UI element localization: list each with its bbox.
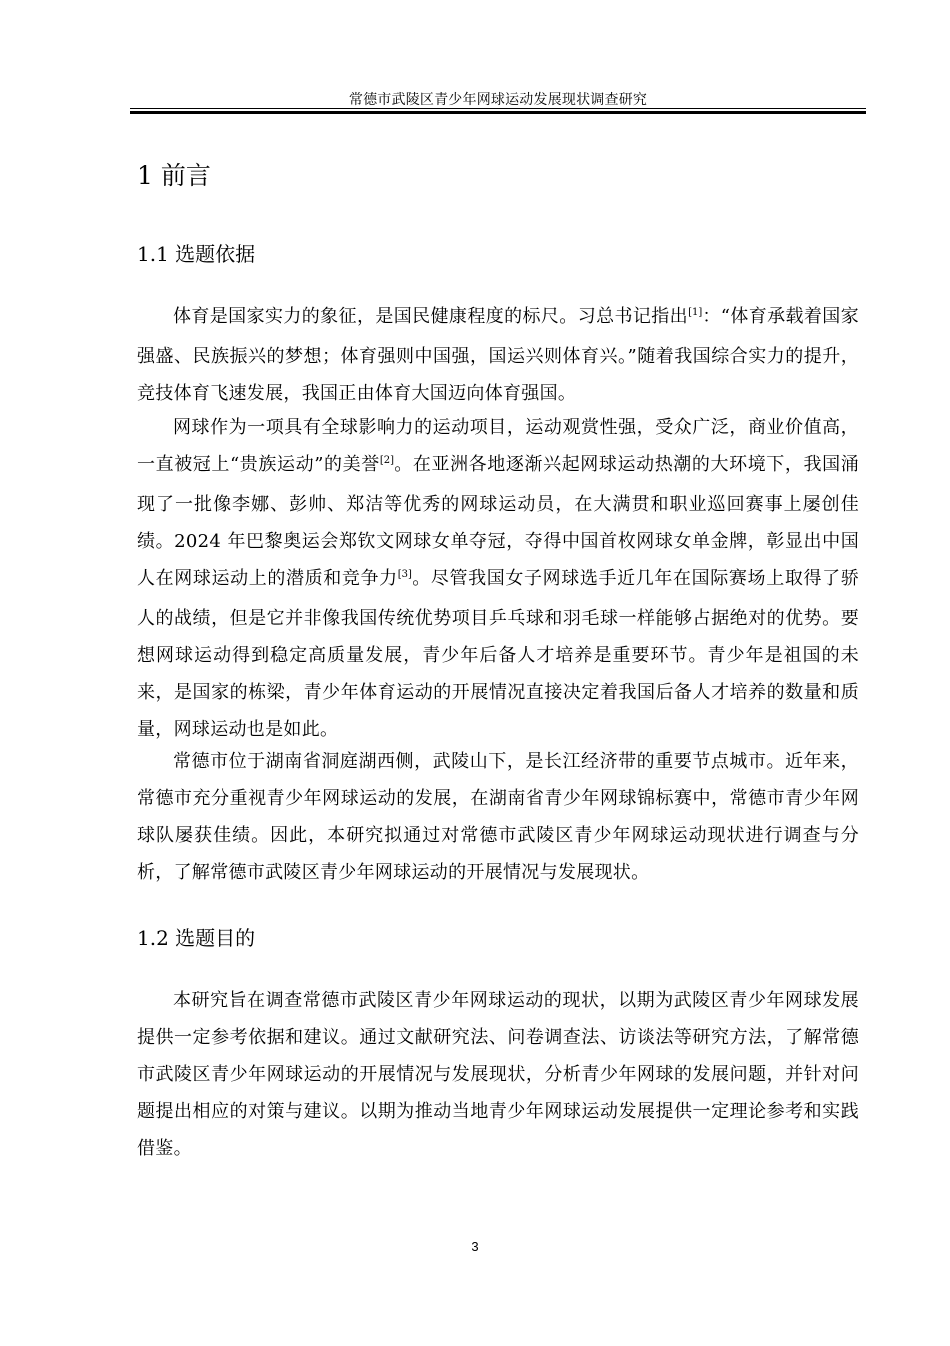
section-title-1-1: 1.1 选题依据 [137,242,256,266]
paragraph-text: 。尽管我国女子网球选手近几年在国际赛场上取得了骄人的战绩，但是它并非像我国传统优势项目乒乓球和羽毛球一样能够占据绝对的优势。要想网球运动得到稳定高质量发展，青少年后备人才培养是重要环节。青少年是祖国的未来，是国家的栋梁，青少年体育运动的开展情况直接决定着我国后备人才培养的数量和质量，网球运动也是如此。 [137,568,859,740]
chapter-title: 1 前言 [137,161,211,190]
paragraph-text: 常德市位于湖南省洞庭湖西侧，武陵山下，是长江经济带的重要节点城市。近年来，常德市充分重视青少年网球运动的发展，在湖南省青少年网球锦标赛中，常德市青少年网球队屡获佳绩。因此，本研究拟通过对常德市武陵区青少年网球运动现状进行调查与分析，了解常德市武陵区青少年网球运动的开展情况与发展现状。 [137,751,859,883]
paragraph-text: 网球作为一项具有全球影响力的运动项目，运动观赏性强，受众广泛，商业价值高，一直被冠上“贵族运动”的美誉 [137,417,859,475]
paragraph-text: 。在亚洲各地逐渐兴起网球运动热潮的大环境下，我国涌现了一批像李娜、彭帅、郑洁等优秀的网球运动员，在大满贯和职业巡回赛事上屡创佳绩。2024 年巴黎奥运会郑钦文网球女单夺冠，夺得中国首枚网球女单金牌，彰显出中国人在网球运动上的潜质和竞争力 [137,454,859,589]
paragraph-text: ：“体育承载着国家强盛、民族振兴的梦想；体育强则中国强，国运兴则体育兴。”随着我国综合实力的提升，竞技体育飞速发展，我国正由体育大国迈向体育强国。 [137,306,859,404]
citation-ref: [3] [397,569,412,580]
citation-ref: [2] [379,455,394,466]
page-number: 3 [471,1239,479,1254]
paragraph [137,409,859,748]
section-title-1-2: 1.2 选题目的 [137,926,256,950]
paragraph [137,298,859,412]
header-title: 常德市武陵区青少年网球运动发展现状调查研究 [348,92,648,108]
paragraph [137,743,859,891]
header-rule [130,108,866,114]
paragraph-text: 体育是国家实力的象征，是国民健康程度的标尺。习总书记指出 [173,306,689,327]
paragraph-text: 本研究旨在调查常德市武陵区青少年网球运动的现状，以期为武陵区青少年网球发展提供一定参考依据和建议。通过文献研究法、问卷调查法、访谈法等研究方法，了解常德市武陵区青少年网球运动的开展情况与发展现状，分析青少年网球的发展问题，并针对问题提出相应的对策与建议。以期为推动当地青少年网球运动发展提供一定理论参考和实践借鉴。 [137,990,859,1159]
citation-ref: [1] [688,307,703,318]
paragraph [137,982,859,1167]
